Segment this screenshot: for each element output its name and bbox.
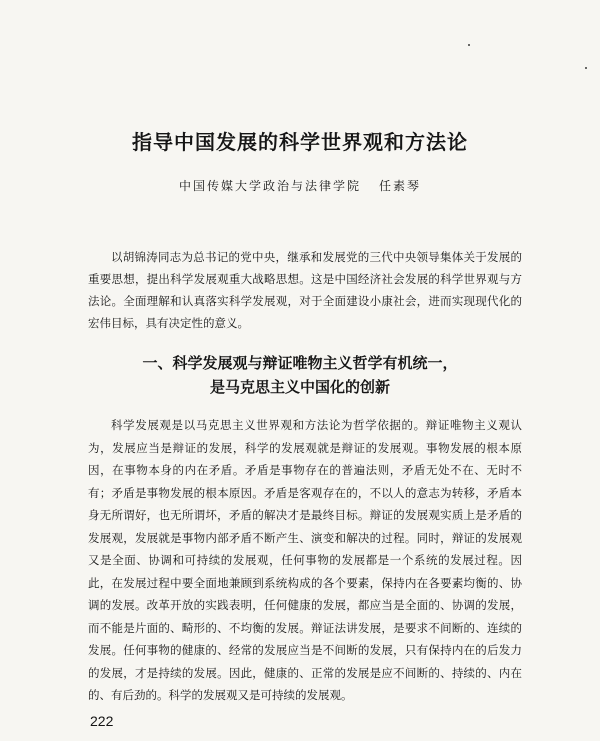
- article-title: 指导中国发展的科学世界观和方法论: [132, 130, 468, 154]
- section-heading: [0, 351, 600, 399]
- section-heading-line-2: 是马克思主义中国化的创新: [209, 378, 390, 396]
- scan-speck: [585, 67, 587, 69]
- byline: [0, 177, 600, 194]
- scan-speck: [468, 44, 470, 46]
- abstract-paragraph: 以胡锦涛同志为总书记的党中央，继承和发展党的三代中央领导集体关于发展的重要思想，提出科学发展观重大战略思想。这是中国经济社会发展的科学世界观与方法论。全面理解和认真落实科学发展观，对于全面建设小康社会，进而实现现代化的宏伟目标，具有决定性的意义。: [88, 250, 522, 330]
- body-paragraph: 科学发展观是以马克思主义世界观和方法论为哲学依据的。辩证唯物主义观认为，发展应当是辩证的发展，科学的发展观就是辩证的发展观。事物发展的根本原因，在事物本身的内在矛盾。矛盾是事物存在的普遍法则，矛盾无处不在、无时不有；矛盾是事物发展的根本原因。矛盾是客观存在的，不以人的意志为转移，矛盾本身无所谓好，也无所谓坏，矛盾的解决才是最终目标。辩证的发展观实质上是矛盾的发展观，发展就是事物内部矛盾不断产生、演变和解决的过程。同时，辩证的发展观又是全面、协调和可持续的发展观，任何事物的发展都是一个系统的发展过程。因此，在发展过程中要全面地兼顾到系统构成的各个要素，保持内在各要素均衡的、协调的发展。改革开放的实践表明，任何健康的发展，都应当是全面的、协调的发展，而不能是片面的、畸形的、不均衡的发展。辩证法讲发展，是要求不间断的、连续的发展。任何事物的健康的、经常的发展应当是不间断的发展，只有保持内在的后发力的发展，才是持续的发展。因此，健康的、正常的发展是应不间断的、持续的、内在的、有后劲的。科学的发展观又是可持续的发展观。: [88, 418, 522, 702]
- author-affiliation: 中国传媒大学政治与法律学院: [178, 179, 361, 193]
- author-name: 任素琴: [379, 179, 422, 193]
- page-number: 222: [90, 713, 114, 729]
- section-heading-line-1: 一、科学发展观与辩证唯物主义哲学有机统一，: [142, 354, 458, 372]
